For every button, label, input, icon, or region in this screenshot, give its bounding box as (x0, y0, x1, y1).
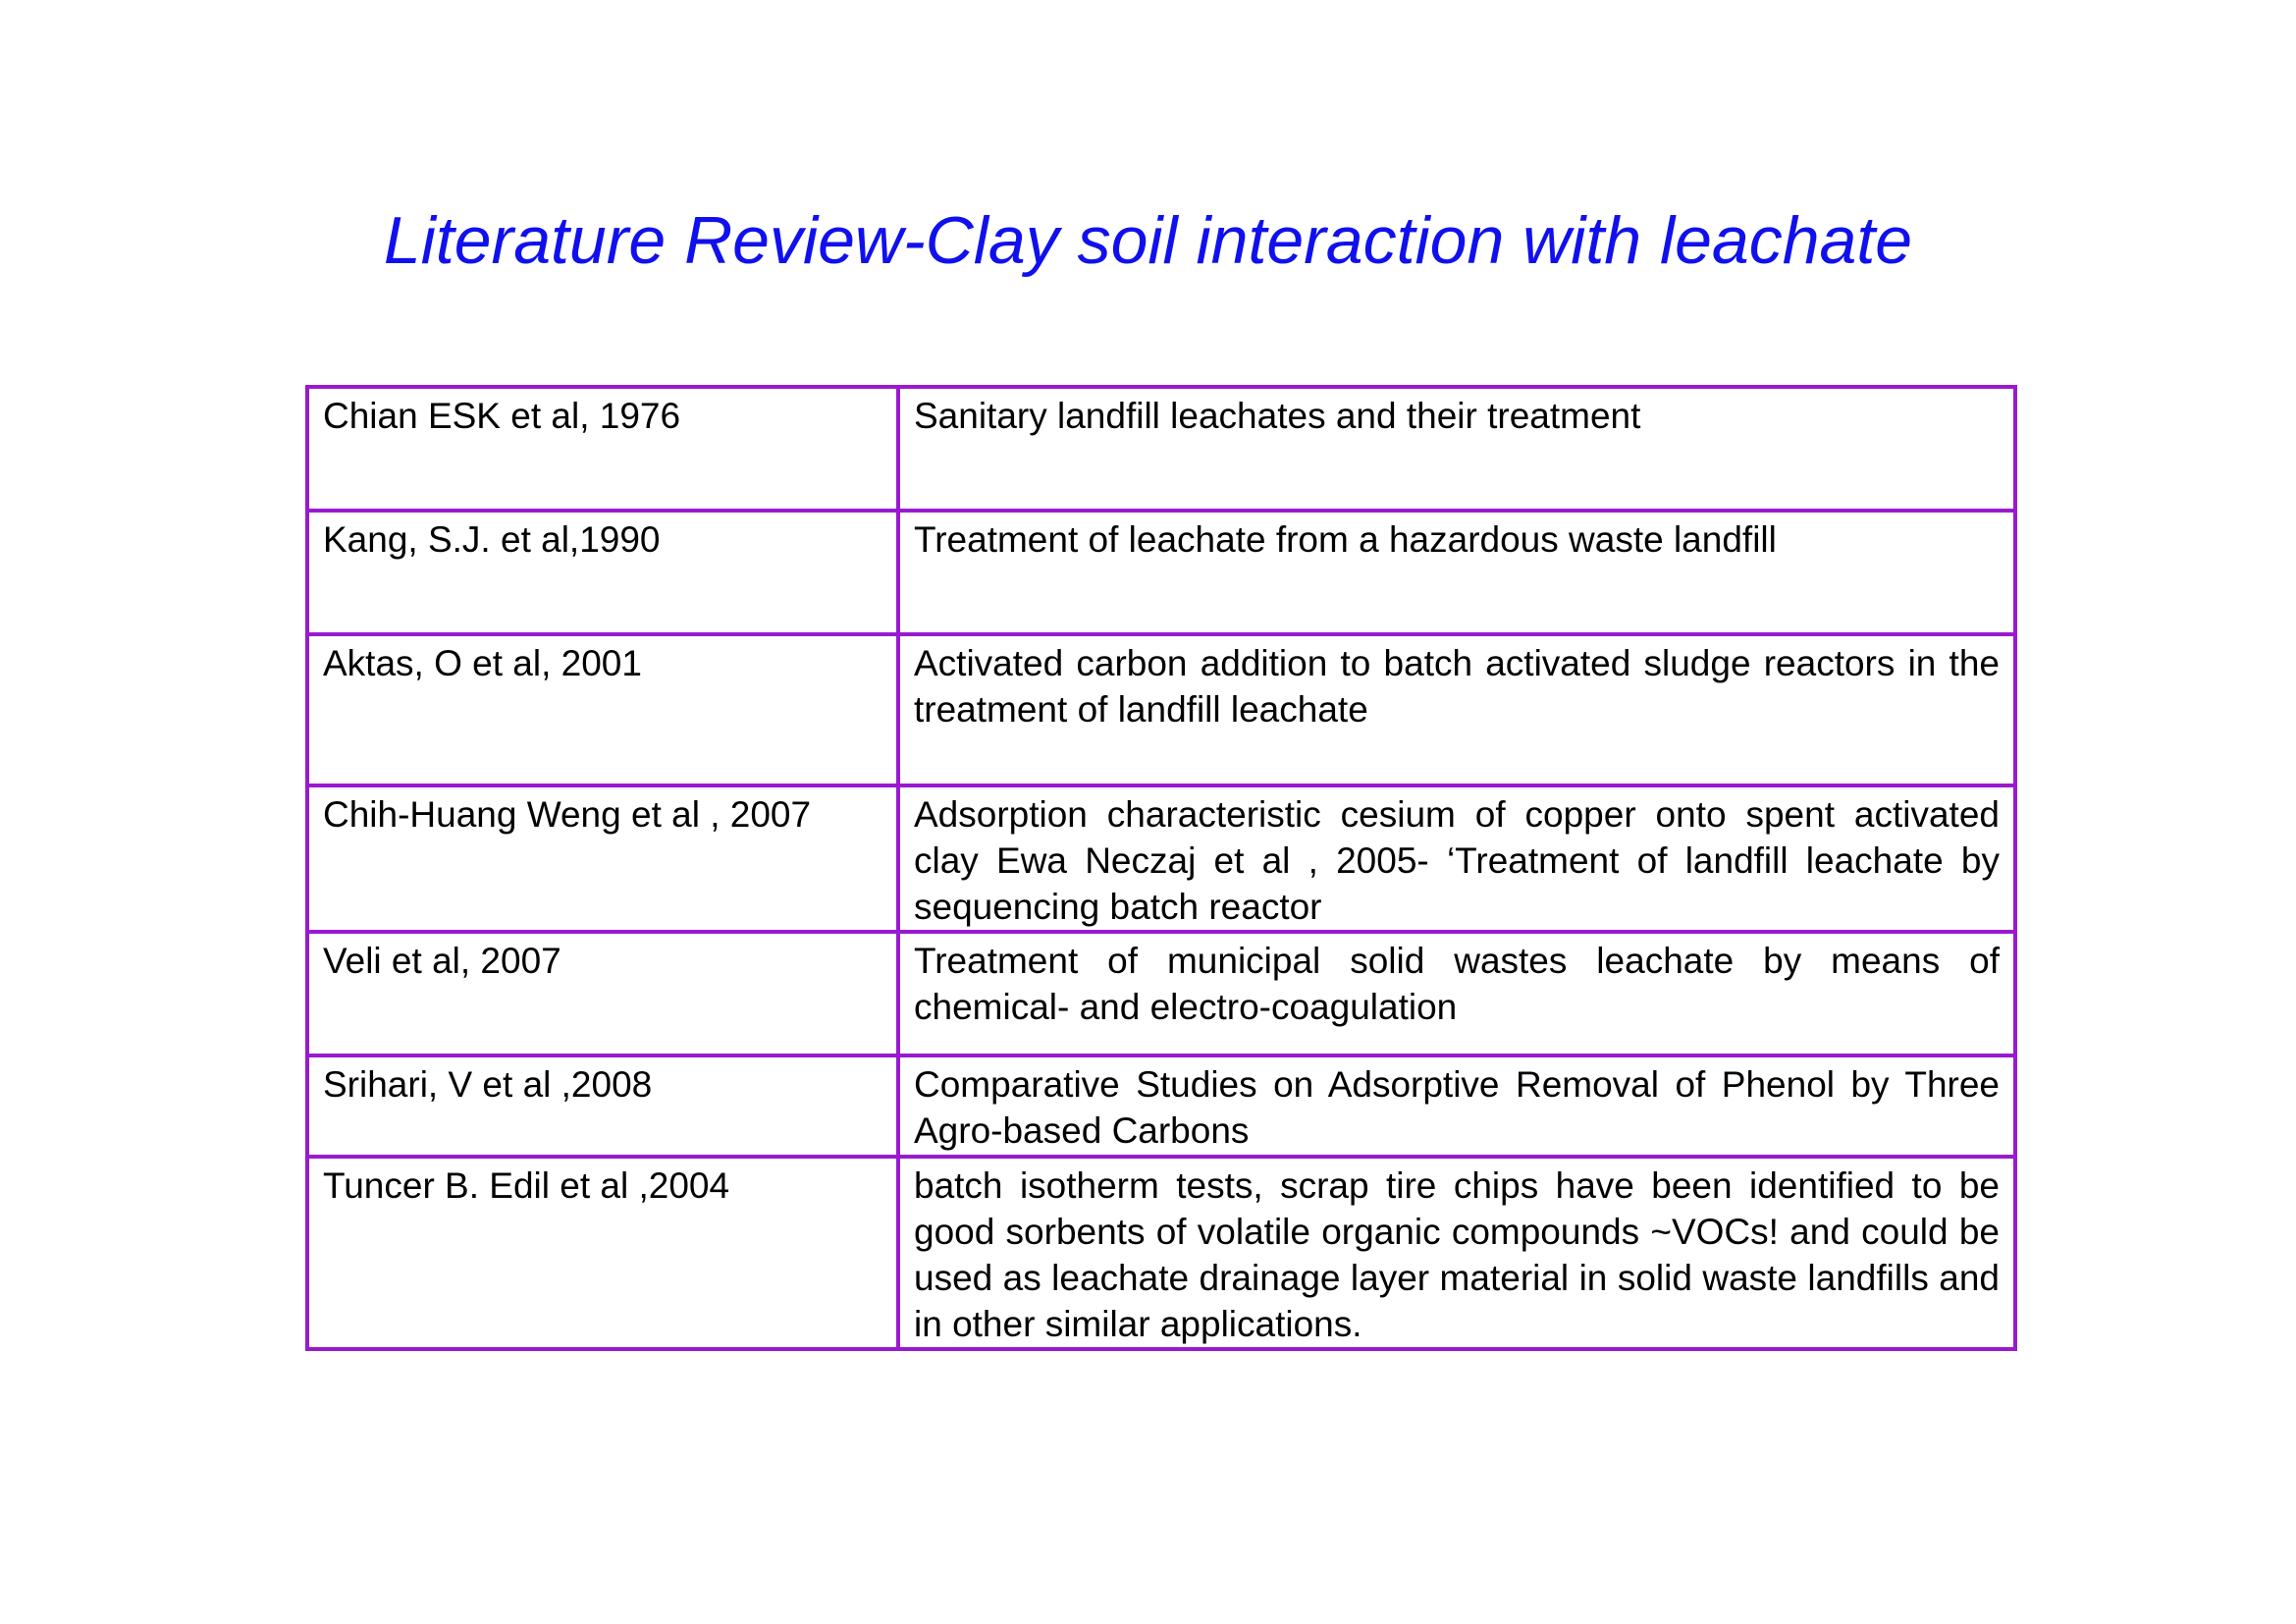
reference-cell: Kang, S.J. et al,1990 (307, 511, 898, 634)
slide-title: Literature Review-Clay soil interaction with leachate (383, 203, 1913, 278)
reference-cell: Tuncer B. Edil et al ,2004 (307, 1157, 898, 1349)
topic-text: Comparative Studies on Adsorptive Removal of Phenol by Three Agro-based Carbons (914, 1064, 2000, 1151)
table-row (307, 1157, 2015, 1349)
table-row (307, 634, 2015, 785)
reference-cell: Chian ESK et al, 1976 (307, 387, 898, 511)
topic-cell (898, 1157, 2015, 1349)
topic-text: batch isotherm tests, scrap tire chips have been identified to be good sorbents of volatile organic compounds ~VOCs! and could be used as leachate drainage layer material in solid waste landfills and in other similar applications. (914, 1165, 2000, 1344)
topic-text: Sanitary landfill leachates and their treatment (914, 396, 1641, 436)
table-row (307, 932, 2015, 1056)
topic-cell (898, 1056, 2015, 1157)
table-row (307, 1056, 2015, 1157)
topic-cell (898, 932, 2015, 1056)
topic-cell (898, 511, 2015, 634)
reference-cell: Veli et al, 2007 (307, 932, 898, 1056)
reference-cell: Aktas, O et al, 2001 (307, 634, 898, 785)
topic-text: Treatment of leachate from a hazardous waste landfill (914, 519, 1777, 560)
topic-text: Adsorption characteristic cesium of copper onto spent activated clay Ewa Neczaj et al , 2005- ‘Treatment of landfill leachate by sequencing batch reactor (914, 794, 2000, 927)
table-row (307, 511, 2015, 634)
topic-cell (898, 634, 2015, 785)
topic-cell (898, 785, 2015, 932)
topic-text: Activated carbon addition to batch activated sludge reactors in the treatment of landfill leachate (914, 643, 2000, 730)
literature-table (305, 385, 2017, 1351)
topic-cell (898, 387, 2015, 511)
reference-cell: Chih-Huang Weng et al , 2007 (307, 785, 898, 932)
topic-text: Treatment of municipal solid wastes leachate by means of chemical- and electro-coagulation (914, 941, 2000, 1027)
reference-cell: Srihari, V et al ,2008 (307, 1056, 898, 1157)
table-row (307, 387, 2015, 511)
table-row (307, 785, 2015, 932)
